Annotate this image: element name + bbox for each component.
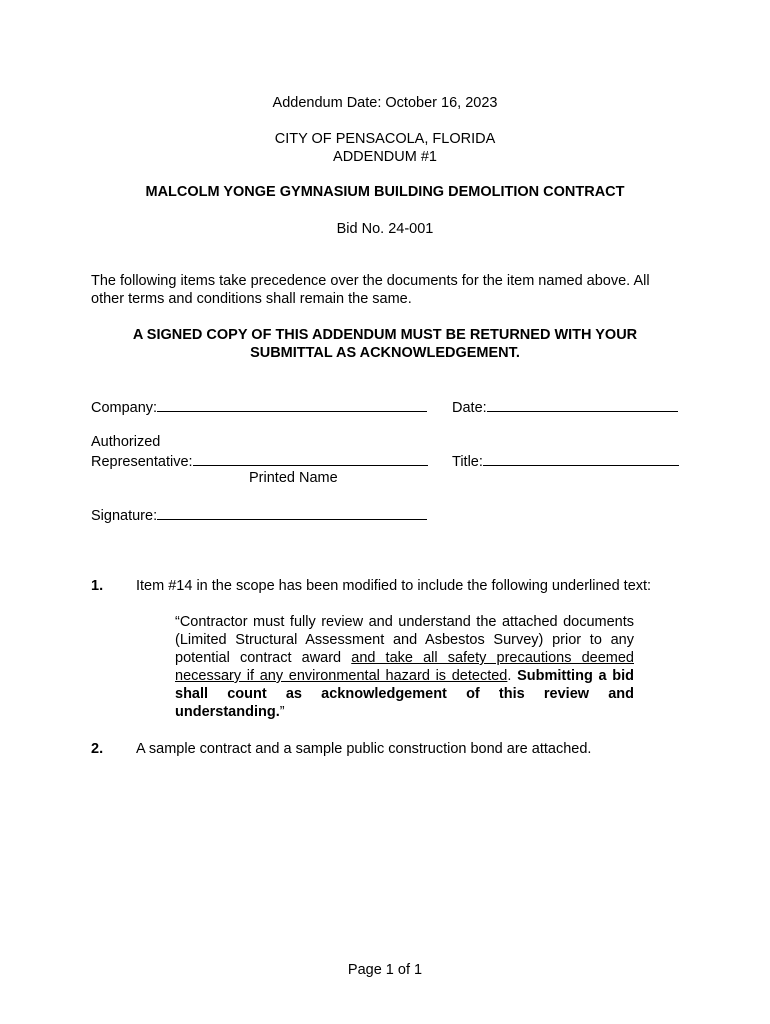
company-label: Company: bbox=[91, 400, 158, 416]
title-line[interactable] bbox=[483, 451, 679, 466]
quote-period: . bbox=[507, 668, 518, 684]
bid-number: Bid No. 24-001 bbox=[336, 221, 434, 237]
authorized-label: Authorized bbox=[91, 434, 161, 450]
item-2-text: A sample contract and a sample public construction bond are attached. bbox=[136, 741, 592, 757]
printed-name-label: Printed Name bbox=[249, 470, 338, 486]
item-1-text: Item #14 in the scope has been modified to include the following underlined text: bbox=[136, 578, 652, 594]
representative-field[interactable] bbox=[91, 451, 428, 471]
date-field[interactable] bbox=[452, 397, 678, 417]
representative-label: Representative: bbox=[91, 454, 193, 470]
date-line[interactable] bbox=[487, 397, 678, 412]
quote-underlined: and take all safety precautions deemed necessary if any environmental hazard is detected bbox=[175, 650, 634, 684]
quote-close: ” bbox=[279, 704, 285, 720]
intro-paragraph: The following items take precedence over the documents for the item named above. All other terms and conditions shall remain the same. bbox=[91, 273, 650, 307]
title-field[interactable] bbox=[452, 451, 679, 471]
signature-label: Signature: bbox=[91, 508, 158, 524]
addendum-date: Addendum Date: October 16, 2023 bbox=[272, 95, 498, 111]
company-field[interactable] bbox=[91, 397, 427, 417]
item-1-number: 1. bbox=[91, 578, 104, 594]
notice-line-1: A SIGNED COPY OF THIS ADDENDUM MUST BE RETURNED WITH YOUR bbox=[132, 327, 638, 343]
representative-line[interactable] bbox=[193, 451, 428, 466]
item-1-quote bbox=[175, 613, 634, 721]
signature-field[interactable] bbox=[91, 505, 427, 525]
signature-line[interactable] bbox=[157, 505, 427, 520]
addendum-number: ADDENDUM #1 bbox=[333, 149, 437, 165]
item-2-number: 2. bbox=[91, 741, 104, 757]
city-name: CITY OF PENSACOLA, FLORIDA bbox=[274, 131, 496, 147]
quote-plain: “Contractor must fully review and understand the attached documents (Limited Structural Assessment and Asbestos Survey) prior to any potential contract award bbox=[175, 614, 634, 666]
notice-line-2: SUBMITTAL AS ACKNOWLEDGEMENT. bbox=[250, 345, 520, 361]
quote-bold: Submitting a bid shall count as acknowledgement of this review and understanding. bbox=[175, 668, 634, 720]
company-line[interactable] bbox=[157, 397, 427, 412]
page-number: Page 1 of 1 bbox=[347, 962, 423, 978]
contract-title: MALCOLM YONGE GYMNASIUM BUILDING DEMOLITION CONTRACT bbox=[145, 184, 625, 200]
title-label: Title: bbox=[452, 454, 483, 470]
date-label: Date: bbox=[452, 400, 487, 416]
